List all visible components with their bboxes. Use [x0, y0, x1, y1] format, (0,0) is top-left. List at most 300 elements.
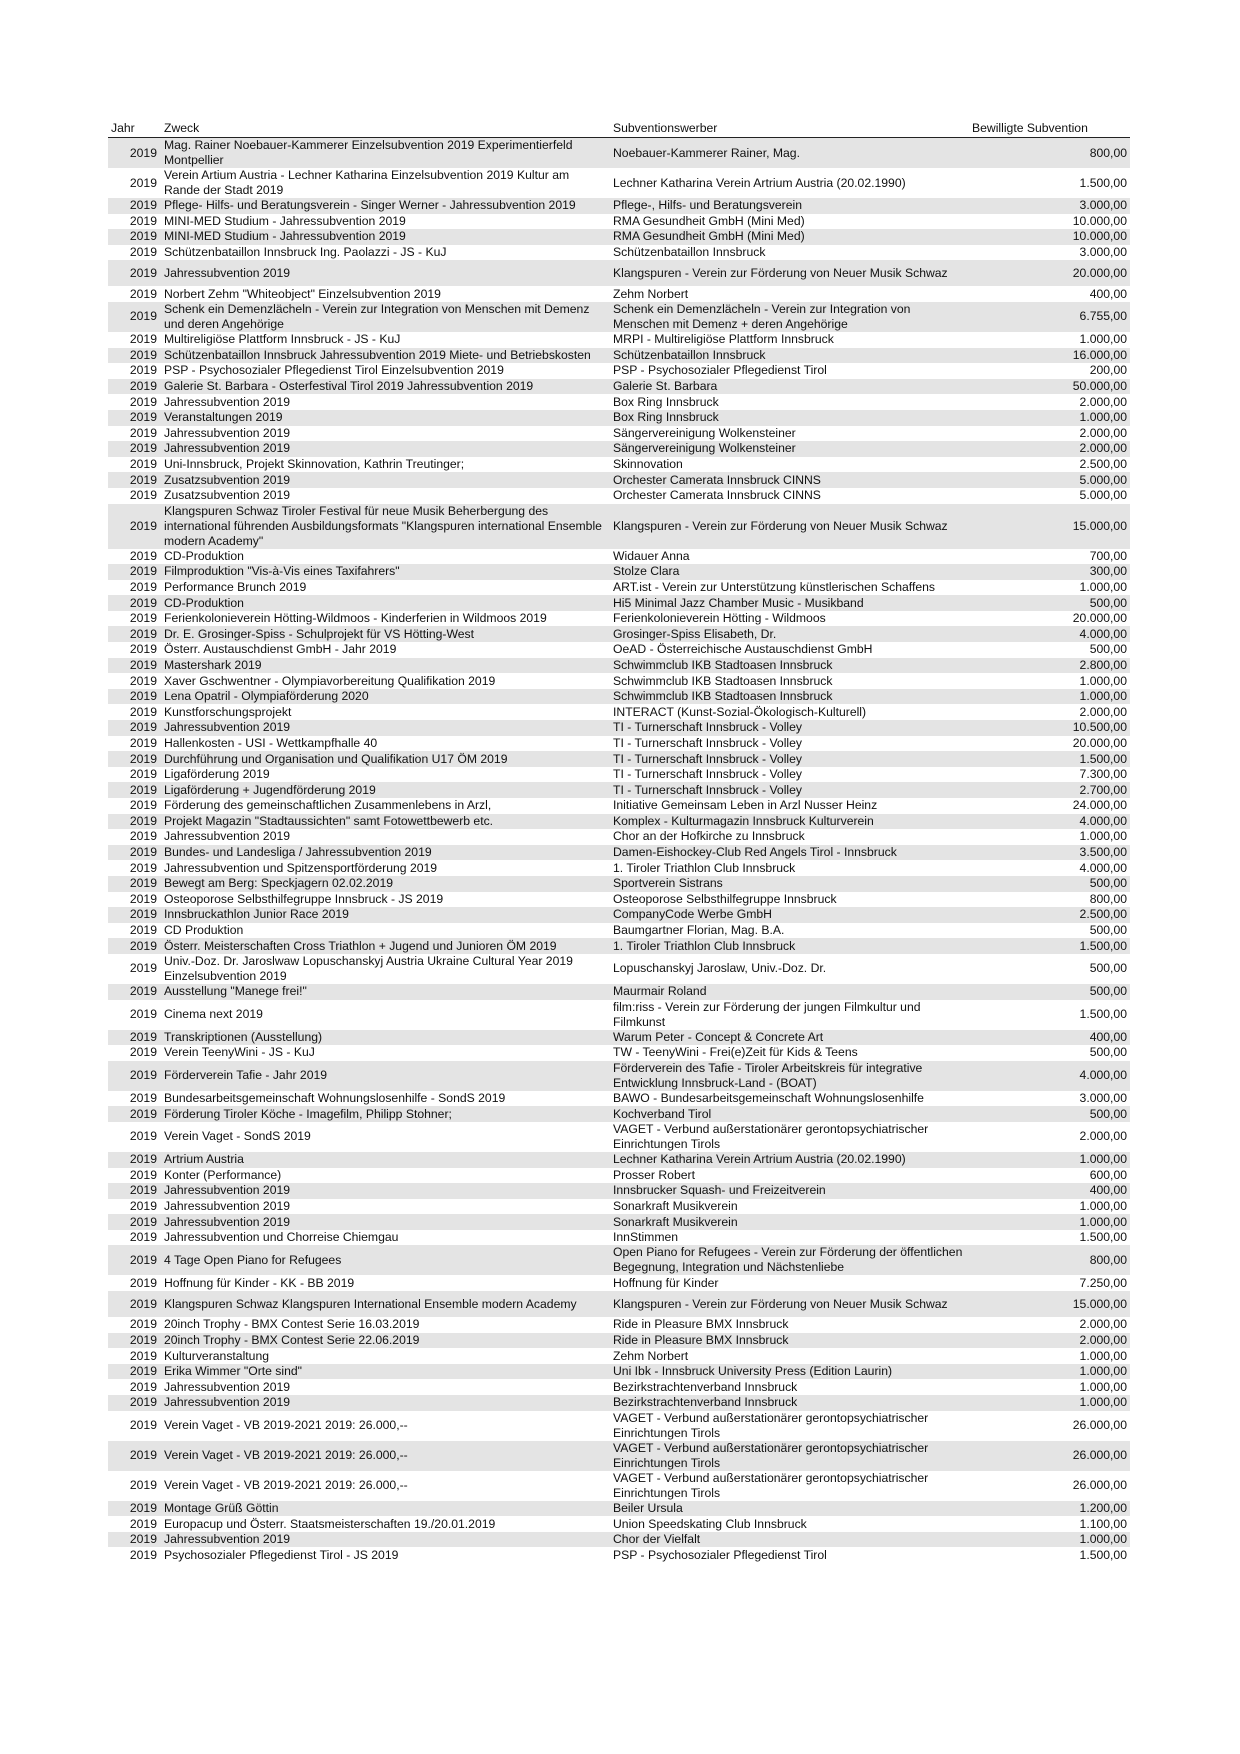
- cell-zweck: Jahressubvention 2019: [164, 829, 291, 844]
- cell-jahr: 2019: [129, 891, 157, 906]
- cell-subventionswerber: Ferienkolonieverein Hötting - Wildmoos: [613, 611, 826, 626]
- cell-subventionswerber: 1. Tiroler Triathlon Club Innsbruck: [610, 938, 966, 954]
- table-row: [108, 814, 1130, 830]
- cell-bewilligte-subvention: 400,00: [1089, 286, 1127, 301]
- cell-bewilligte-subvention: 5.000,00: [966, 472, 1130, 488]
- table-row: [108, 984, 1130, 1000]
- cell-zweck: Innsbruckathlon Junior Race 2019: [161, 907, 610, 923]
- cell-bewilligte-subvention: 600,00: [1089, 1167, 1127, 1182]
- cell-bewilligte-subvention: 3.000,00: [1079, 245, 1127, 260]
- cell-zweck: CD-Produktion: [161, 595, 610, 611]
- cell-jahr: 2019: [108, 876, 161, 892]
- cell-zweck: Lena Opatril - Olympiaförderung 2020: [161, 689, 610, 705]
- cell-jahr: 2019: [108, 1333, 161, 1349]
- cell-zweck: Jahressubvention 2019: [164, 394, 291, 409]
- cell-subventionswerber: INTERACT (Kunst-Sozial-Ökologisch-Kulturell): [613, 704, 867, 719]
- cell-jahr: 2019: [129, 923, 157, 938]
- table-row: [108, 1395, 1130, 1411]
- cell-zweck: 4 Tage Open Piano for Refugees: [161, 1245, 610, 1275]
- cell-zweck: Projekt Magazin "Stadtaussichten" samt Fotowettbewerb etc.: [161, 814, 610, 830]
- cell-bewilligte-subvention: 500,00: [1089, 961, 1127, 976]
- table-row: [108, 938, 1130, 954]
- cell-jahr: 2019: [129, 1230, 157, 1245]
- table-row: [108, 1000, 1130, 1030]
- cell-bewilligte-subvention: 1.000,00: [1079, 673, 1127, 688]
- cell-jahr: 2019: [108, 1441, 161, 1471]
- table-row: [108, 1275, 1130, 1291]
- table-row: [108, 907, 1130, 923]
- cell-zweck: Bewegt am Berg: Speckjagern 02.02.2019: [161, 876, 610, 892]
- cell-bewilligte-subvention: 2.500,00: [1079, 457, 1127, 472]
- table-row: [108, 876, 1130, 892]
- cell-subventionswerber: TI - Turnerschaft Innsbruck - Volley: [613, 767, 802, 782]
- table-row: [108, 720, 1130, 736]
- cell-zweck: Förderverein Tafie - Jahr 2019: [161, 1061, 610, 1091]
- cell-jahr: 2019: [129, 1418, 157, 1433]
- cell-bewilligte-subvention: 1.500,00: [966, 938, 1130, 954]
- table-row: [108, 245, 1130, 261]
- table-row: [108, 1045, 1130, 1061]
- table-row: [108, 1091, 1130, 1107]
- cell-bewilligte-subvention: 500,00: [966, 984, 1130, 1000]
- table-row: [108, 1411, 1130, 1441]
- table-row: [108, 1532, 1130, 1548]
- cell-zweck: Bundesarbeitsgemeinschaft Wohnungslosenhilfe - SondS 2019: [164, 1091, 506, 1106]
- cell-bewilligte-subvention: 2.500,00: [966, 907, 1130, 923]
- cell-subventionswerber: Schenk ein Demenzlächeln - Verein zur Integration von Menschen mit Demenz + deren Angehörige: [610, 302, 966, 332]
- cell-bewilligte-subvention: 3.000,00: [1079, 1091, 1127, 1106]
- cell-subventionswerber: Sonarkraft Musikverein: [610, 1214, 966, 1230]
- table-row: [108, 1122, 1130, 1152]
- cell-zweck: Osteoporose Selbsthilfegruppe Innsbruck - JS 2019: [164, 891, 444, 906]
- cell-zweck: Cinema next 2019: [164, 1007, 263, 1022]
- cell-subventionswerber: Schwimmclub IKB Stadtoasen Innsbruck: [610, 689, 966, 705]
- cell-zweck: Galerie St. Barbara - Osterfestival Tirol 2019 Jahressubvention 2019: [161, 379, 610, 395]
- cell-zweck: Filmproduktion "Vis-à-Vis eines Taxifahrers": [161, 564, 610, 580]
- table-row: [108, 892, 1130, 908]
- cell-jahr: 2019: [108, 472, 161, 488]
- cell-jahr: 2019: [129, 642, 157, 657]
- cell-jahr: 2019: [129, 213, 157, 228]
- table-row: [108, 363, 1130, 379]
- table-row: [108, 488, 1130, 504]
- table-row: [108, 457, 1130, 473]
- cell-bewilligte-subvention: 500,00: [966, 876, 1130, 892]
- cell-zweck: Kulturveranstaltung: [164, 1348, 270, 1363]
- cell-jahr: 2019: [129, 1516, 157, 1531]
- table-row: [108, 798, 1130, 814]
- table-row: [108, 348, 1130, 364]
- table-row: [108, 673, 1130, 689]
- cell-subventionswerber: BAWO - Bundesarbeitsgemeinschaft Wohnungslosenhilfe: [613, 1091, 924, 1106]
- cell-zweck: Jahressubvention 2019: [161, 720, 610, 736]
- cell-subventionswerber: Ride in Pleasure BMX Innsbruck: [610, 1333, 966, 1349]
- cell-zweck: Performance Brunch 2019: [164, 579, 307, 594]
- table-row: [108, 1106, 1130, 1122]
- cell-bewilligte-subvention: 2.000,00: [1079, 1317, 1127, 1332]
- cell-subventionswerber: Stolze Clara: [610, 564, 966, 580]
- cell-bewilligte-subvention: 7.300,00: [1079, 767, 1127, 782]
- cell-subventionswerber: Baumgartner Florian, Mag. B.A.: [613, 923, 785, 938]
- table-row: [108, 1317, 1130, 1333]
- cell-zweck: Durchführung und Organisation und Qualifikation U17 ÖM 2019: [161, 751, 610, 767]
- cell-jahr: 2019: [108, 198, 161, 214]
- cell-jahr: 2019: [129, 961, 157, 976]
- table-row: [108, 689, 1130, 705]
- cell-bewilligte-subvention: 4.000,00: [966, 626, 1130, 642]
- cell-subventionswerber: Widauer Anna: [613, 548, 690, 563]
- table-row: [108, 642, 1130, 658]
- cell-jahr: 2019: [108, 1214, 161, 1230]
- table-row: [108, 1291, 1130, 1317]
- cell-bewilligte-subvention: 4.000,00: [966, 1061, 1130, 1091]
- cell-subventionswerber: Förderverein des Tafie - Tiroler Arbeitskreis für integrative Entwicklung Innsbruck-Land - (BOAT): [610, 1061, 966, 1091]
- cell-zweck: MINI-MED Studium - Jahressubvention 2019: [161, 229, 610, 245]
- cell-zweck: Norbert Zehm "Whiteobject" Einzelsubvention 2019: [164, 286, 441, 301]
- cell-jahr: 2019: [129, 798, 157, 813]
- table-row: [108, 441, 1130, 457]
- cell-zweck: Schützenbataillon Innsbruck Ing. Paolazzi - JS - KuJ: [164, 245, 447, 260]
- cell-jahr: 2019: [108, 379, 161, 395]
- cell-bewilligte-subvention: 2.000,00: [1079, 394, 1127, 409]
- table-row: [108, 704, 1130, 720]
- table-row: [108, 1441, 1130, 1471]
- cell-subventionswerber: Klangspuren - Verein zur Förderung von Neuer Musik Schwaz: [610, 504, 966, 549]
- table-row: [108, 198, 1130, 214]
- cell-bewilligte-subvention: 300,00: [966, 564, 1130, 580]
- table-row: [108, 214, 1130, 230]
- cell-bewilligte-subvention: 10.000,00: [1072, 213, 1127, 228]
- cell-subventionswerber: TI - Turnerschaft Innsbruck - Volley: [610, 720, 966, 736]
- cell-subventionswerber: Sonarkraft Musikverein: [613, 1198, 738, 1213]
- table-row: [108, 611, 1130, 627]
- table-row: [108, 1379, 1130, 1395]
- cell-jahr: 2019: [129, 286, 157, 301]
- cell-jahr: 2019: [108, 1245, 161, 1275]
- cell-zweck: Kunstforschungsprojekt: [164, 704, 292, 719]
- cell-bewilligte-subvention: 1.500,00: [1079, 1547, 1127, 1562]
- cell-subventionswerber: Prosser Robert: [613, 1167, 695, 1182]
- col-header-bewilligte-subvention: Bewilligte Subvention: [966, 120, 1130, 138]
- cell-jahr: 2019: [129, 673, 157, 688]
- cell-jahr: 2019: [108, 1152, 161, 1168]
- cell-subventionswerber: Union Speedskating Club Innsbruck: [613, 1516, 807, 1531]
- table-row: [108, 1152, 1130, 1168]
- table-row: [108, 549, 1130, 565]
- cell-bewilligte-subvention: 400,00: [966, 1030, 1130, 1046]
- cell-jahr: 2019: [108, 348, 161, 364]
- table-row: [108, 1030, 1130, 1046]
- cell-zweck: Schenk ein Demenzlächeln - Verein zur Integration von Menschen mit Demenz und deren Angehörige: [161, 302, 610, 332]
- cell-zweck: 20inch Trophy - BMX Contest Serie 22.06.2019: [161, 1333, 610, 1349]
- cell-zweck: Zusatzsubvention 2019: [161, 472, 610, 488]
- cell-zweck: Mastershark 2019: [161, 658, 610, 674]
- cell-bewilligte-subvention: 1.000,00: [966, 1532, 1130, 1548]
- cell-bewilligte-subvention: 2.000,00: [1079, 1129, 1127, 1144]
- cell-jahr: 2019: [108, 410, 161, 426]
- cell-bewilligte-subvention: 500,00: [1089, 923, 1127, 938]
- cell-jahr: 2019: [129, 1348, 157, 1363]
- cell-subventionswerber: Warum Peter - Concept & Concrete Art: [610, 1030, 966, 1046]
- cell-bewilligte-subvention: 3.000,00: [966, 198, 1130, 214]
- cell-bewilligte-subvention: 2.000,00: [966, 441, 1130, 457]
- col-header-subventionswerber: Subventionswerber: [610, 120, 966, 138]
- cell-subventionswerber: Initiative Gemeinsam Leben in Arzl Nusser Heinz: [613, 798, 878, 813]
- cell-subventionswerber: TI - Turnerschaft Innsbruck - Volley: [610, 782, 966, 798]
- cell-zweck: Pflege- Hilfs- und Beratungsverein - Singer Werner - Jahressubvention 2019: [161, 198, 610, 214]
- subsidy-sheet: [108, 120, 1130, 1563]
- cell-zweck: Mag. Rainer Noebauer-Kammerer Einzelsubvention 2019 Experimentierfeld Montpellier: [161, 138, 610, 169]
- cell-subventionswerber: Lechner Katharina Verein Artrium Austria (20.02.1990): [613, 175, 906, 190]
- cell-jahr: 2019: [129, 488, 157, 503]
- cell-subventionswerber: Zehm Norbert: [613, 1348, 689, 1363]
- header-row: [108, 120, 1130, 138]
- cell-bewilligte-subvention: 500,00: [1089, 642, 1127, 657]
- col-header-zweck: Zweck: [161, 120, 610, 138]
- cell-subventionswerber: VAGET - Verbund außerstationärer gerontopsychiatrischer Einrichtungen Tirols: [613, 1470, 929, 1500]
- cell-subventionswerber: Sportverein Sistrans: [610, 876, 966, 892]
- cell-jahr: 2019: [108, 260, 161, 286]
- cell-subventionswerber: VAGET - Verbund außerstationärer gerontopsychiatrischer Einrichtungen Tirols: [610, 1441, 966, 1471]
- table-row: [108, 845, 1130, 861]
- table-row: [108, 394, 1130, 410]
- cell-subventionswerber: Bezirkstrachtenverband Innsbruck: [610, 1395, 966, 1411]
- cell-subventionswerber: Lopuschanskyj Jaroslaw, Univ.-Doz. Dr.: [613, 961, 827, 976]
- cell-zweck: Förderung des gemeinschaftlichen Zusammenlebens in Arzl,: [164, 798, 492, 813]
- cell-jahr: 2019: [108, 1106, 161, 1122]
- cell-jahr: 2019: [108, 984, 161, 1000]
- cell-bewilligte-subvention: 1.000,00: [1079, 1379, 1127, 1394]
- table-row: [108, 1547, 1130, 1563]
- cell-bewilligte-subvention: 24.000,00: [1072, 798, 1127, 813]
- col-header-jahr: Jahr: [108, 120, 161, 138]
- cell-subventionswerber: Schützenbataillon Innsbruck: [613, 245, 766, 260]
- cell-bewilligte-subvention: 400,00: [966, 1183, 1130, 1199]
- cell-bewilligte-subvention: 15.000,00: [966, 504, 1130, 549]
- cell-subventionswerber: Galerie St. Barbara: [610, 379, 966, 395]
- cell-zweck: Jahressubvention 2019: [161, 1183, 610, 1199]
- cell-bewilligte-subvention: 500,00: [966, 1106, 1130, 1122]
- cell-bewilligte-subvention: 26.000,00: [966, 1441, 1130, 1471]
- cell-subventionswerber: Sängervereinigung Wolkensteiner: [613, 425, 796, 440]
- table-row: [108, 1471, 1130, 1501]
- cell-jahr: 2019: [129, 767, 157, 782]
- cell-subventionswerber: Schwimmclub IKB Stadtoasen Innsbruck: [613, 673, 833, 688]
- table-row: [108, 829, 1130, 845]
- cell-zweck: CD Produktion: [164, 923, 244, 938]
- cell-bewilligte-subvention: 1.500,00: [1079, 1230, 1127, 1245]
- cell-jahr: 2019: [129, 425, 157, 440]
- cell-jahr: 2019: [129, 394, 157, 409]
- cell-zweck: Xaver Gschwentner - Olympiavorbereitung Qualifikation 2019: [164, 673, 496, 688]
- cell-zweck: Ausstellung "Manege frei!": [161, 984, 610, 1000]
- cell-subventionswerber: VAGET - Verbund außerstationärer gerontopsychiatrischer Einrichtungen Tirols: [613, 1410, 929, 1440]
- cell-zweck: PSP - Psychosozialer Pflegedienst Tirol Einzelsubvention 2019: [164, 363, 504, 378]
- cell-zweck: Zusatzsubvention 2019: [164, 488, 291, 503]
- cell-bewilligte-subvention: 5.000,00: [1079, 488, 1127, 503]
- cell-subventionswerber: Open Piano for Refugees - Verein zur Förderung der öffentlichen Begegnung, Integration und Nächstenliebe: [610, 1245, 966, 1275]
- table-row: [108, 1333, 1130, 1349]
- cell-zweck: MINI-MED Studium - Jahressubvention 2019: [164, 213, 406, 228]
- cell-subventionswerber: Damen-Eishockey-Club Red Angels Tirol - Innsbruck: [610, 845, 966, 861]
- cell-zweck: Erika Wimmer "Orte sind": [161, 1364, 610, 1380]
- table-row: [108, 302, 1130, 332]
- table-row: [108, 504, 1130, 549]
- table-row: [108, 1348, 1130, 1364]
- cell-jahr: 2019: [129, 579, 157, 594]
- cell-bewilligte-subvention: 20.000,00: [1072, 735, 1127, 750]
- cell-jahr: 2019: [108, 302, 161, 332]
- cell-zweck: Verein Vaget - SondS 2019: [164, 1129, 311, 1144]
- cell-bewilligte-subvention: 700,00: [1089, 548, 1127, 563]
- cell-zweck: Bundes- und Landesliga / Jahressubvention 2019: [161, 845, 610, 861]
- cell-subventionswerber: Orchester Camerata Innsbruck CINNS: [610, 472, 966, 488]
- table-row: [108, 379, 1130, 395]
- cell-subventionswerber: Maurmair Roland: [610, 984, 966, 1000]
- cell-jahr: 2019: [108, 751, 161, 767]
- table-row: [108, 595, 1130, 611]
- table-row: [108, 1501, 1130, 1517]
- cell-jahr: 2019: [129, 457, 157, 472]
- cell-zweck: Artrium Austria: [161, 1152, 610, 1168]
- cell-bewilligte-subvention: 2.000,00: [1079, 704, 1127, 719]
- cell-bewilligte-subvention: 16.000,00: [966, 348, 1130, 364]
- cell-subventionswerber: Osteoporose Selbsthilfegruppe Innsbruck: [613, 891, 837, 906]
- table-row: [108, 332, 1130, 348]
- cell-jahr: 2019: [108, 1501, 161, 1517]
- cell-bewilligte-subvention: 200,00: [1089, 363, 1127, 378]
- cell-zweck: Jahressubvention 2019: [164, 1379, 291, 1394]
- cell-subventionswerber: PSP - Psychosozialer Pflegedienst Tirol: [613, 363, 827, 378]
- cell-bewilligte-subvention: 4.000,00: [966, 814, 1130, 830]
- cell-zweck: Hoffnung für Kinder - KK - BB 2019: [164, 1275, 355, 1290]
- table-row: [108, 860, 1130, 876]
- cell-bewilligte-subvention: 10.000,00: [966, 229, 1130, 245]
- cell-jahr: 2019: [129, 829, 157, 844]
- cell-bewilligte-subvention: 1.000,00: [1079, 1348, 1127, 1363]
- cell-subventionswerber: Lechner Katharina Verein Artrium Austria (20.02.1990): [610, 1152, 966, 1168]
- cell-jahr: 2019: [108, 1395, 161, 1411]
- cell-jahr: 2019: [129, 1478, 157, 1493]
- cell-zweck: Univ.-Doz. Dr. Jaroslwaw Lopuschanskyj Austria Ukraine Cultural Year 2019 Einzelsubvention 2019: [164, 953, 573, 983]
- cell-subventionswerber: Box Ring Innsbruck: [610, 410, 966, 426]
- cell-subventionswerber: Schützenbataillon Innsbruck: [610, 348, 966, 364]
- table-row: [108, 138, 1130, 169]
- cell-bewilligte-subvention: 1.000,00: [1079, 332, 1127, 347]
- cell-jahr: 2019: [108, 1364, 161, 1380]
- cell-jahr: 2019: [129, 860, 157, 875]
- cell-jahr: 2019: [108, 229, 161, 245]
- cell-bewilligte-subvention: 1.500,00: [1079, 1007, 1127, 1022]
- cell-subventionswerber: InnStimmen: [613, 1230, 679, 1245]
- table-row: [108, 1214, 1130, 1230]
- cell-subventionswerber: Grosinger-Spiss Elisabeth, Dr.: [610, 626, 966, 642]
- cell-zweck: 20inch Trophy - BMX Contest Serie 16.03.2019: [164, 1317, 420, 1332]
- cell-subventionswerber: Chor an der Hofkirche zu Innsbruck: [613, 829, 805, 844]
- table-row: [108, 1230, 1130, 1246]
- cell-jahr: 2019: [108, 1183, 161, 1199]
- cell-subventionswerber: Skinnovation: [613, 457, 683, 472]
- table-row: [108, 472, 1130, 488]
- cell-bewilligte-subvention: 20.000,00: [1072, 611, 1127, 626]
- cell-jahr: 2019: [129, 1007, 157, 1022]
- cell-zweck: Uni-Innsbruck, Projekt Skinnovation, Kathrin Treutinger;: [164, 457, 465, 472]
- cell-bewilligte-subvention: 1.000,00: [1079, 1198, 1127, 1213]
- cell-jahr: 2019: [108, 595, 161, 611]
- cell-bewilligte-subvention: 3.500,00: [966, 845, 1130, 861]
- cell-jahr: 2019: [108, 441, 161, 457]
- cell-subventionswerber: Beiler Ursula: [610, 1501, 966, 1517]
- cell-bewilligte-subvention: 1.500,00: [966, 751, 1130, 767]
- cell-zweck: Psychosozialer Pflegedienst Tirol - JS 2019: [164, 1547, 399, 1562]
- cell-jahr: 2019: [108, 564, 161, 580]
- cell-zweck: Jahressubvention und Chorreise Chiemgau: [164, 1230, 399, 1245]
- cell-subventionswerber: VAGET - Verbund außerstationärer gerontopsychiatrischer Einrichtungen Tirols: [613, 1121, 929, 1151]
- cell-jahr: 2019: [108, 658, 161, 674]
- cell-zweck: Verein Vaget - VB 2019-2021 2019: 26.000,--: [164, 1478, 408, 1493]
- cell-subventionswerber: film:riss - Verein zur Förderung der jungen Filmkultur und Filmkunst: [613, 999, 921, 1029]
- cell-subventionswerber: 1. Tiroler Triathlon Club Innsbruck: [613, 860, 796, 875]
- cell-bewilligte-subvention: 1.000,00: [966, 689, 1130, 705]
- cell-zweck: Österr. Meisterschaften Cross Triathlon + Jugend und Junioren ÖM 2019: [161, 938, 610, 954]
- cell-subventionswerber: MRPI - Multireligiöse Plattform Innsbruck: [613, 332, 834, 347]
- cell-bewilligte-subvention: 1.200,00: [966, 1501, 1130, 1517]
- cell-subventionswerber: Pflege-, Hilfs- und Beratungsverein: [610, 198, 966, 214]
- table-row: [108, 260, 1130, 286]
- cell-jahr: 2019: [129, 332, 157, 347]
- table-row: [108, 580, 1130, 596]
- cell-bewilligte-subvention: 4.000,00: [1079, 860, 1127, 875]
- cell-zweck: Klangspuren Schwaz Tiroler Festival für neue Musik Beherbergung des international führenden Ausbildungsformats "Klangspuren international Ensemble modern Academy": [161, 504, 610, 549]
- cell-zweck: Ligaförderung 2019: [164, 767, 270, 782]
- cell-subventionswerber: Klangspuren - Verein zur Förderung von Neuer Musik Schwaz: [610, 1291, 966, 1317]
- cell-bewilligte-subvention: 800,00: [966, 138, 1130, 169]
- table-row: [108, 229, 1130, 245]
- cell-zweck: Konter (Performance): [164, 1167, 282, 1182]
- cell-jahr: 2019: [108, 138, 161, 169]
- cell-zweck: Österr. Austauschdienst GmbH - Jahr 2019: [164, 642, 397, 657]
- cell-jahr: 2019: [129, 548, 157, 563]
- table-row: [108, 1364, 1130, 1380]
- cell-jahr: 2019: [108, 1291, 161, 1317]
- cell-bewilligte-subvention: 2.800,00: [966, 658, 1130, 674]
- cell-subventionswerber: Orchester Camerata Innsbruck CINNS: [613, 488, 821, 503]
- cell-jahr: 2019: [129, 1167, 157, 1182]
- cell-bewilligte-subvention: 1.000,00: [966, 1214, 1130, 1230]
- table-row: [108, 168, 1130, 198]
- table-row: [108, 626, 1130, 642]
- cell-subventionswerber: ART.ist - Verein zur Unterstützung künstlerischen Schaffens: [613, 579, 935, 594]
- cell-subventionswerber: OeAD - Österreichische Austauschdienst GmbH: [613, 642, 873, 657]
- cell-subventionswerber: Noebauer-Kammerer Rainer, Mag.: [610, 138, 966, 169]
- table-row: [108, 736, 1130, 752]
- cell-zweck: Klangspuren Schwaz Klangspuren International Ensemble modern Academy: [161, 1291, 610, 1317]
- cell-bewilligte-subvention: 1.000,00: [1079, 829, 1127, 844]
- cell-jahr: 2019: [129, 1317, 157, 1332]
- cell-bewilligte-subvention: 50.000,00: [966, 379, 1130, 395]
- cell-bewilligte-subvention: 1.500,00: [1079, 175, 1127, 190]
- cell-jahr: 2019: [129, 1547, 157, 1562]
- table-row: [108, 658, 1130, 674]
- cell-bewilligte-subvention: 1.000,00: [966, 1152, 1130, 1168]
- cell-jahr: 2019: [129, 363, 157, 378]
- cell-subventionswerber: RMA Gesundheit GmbH (Mini Med): [610, 229, 966, 245]
- cell-jahr: 2019: [108, 1030, 161, 1046]
- cell-zweck: Hallenkosten - USI - Wettkampfhalle 40: [164, 735, 378, 750]
- cell-subventionswerber: Ride in Pleasure BMX Innsbruck: [613, 1317, 789, 1332]
- cell-bewilligte-subvention: 15.000,00: [966, 1291, 1130, 1317]
- cell-zweck: Europacup und Österr. Staatsmeisterschaften 19./20.01.2019: [164, 1516, 496, 1531]
